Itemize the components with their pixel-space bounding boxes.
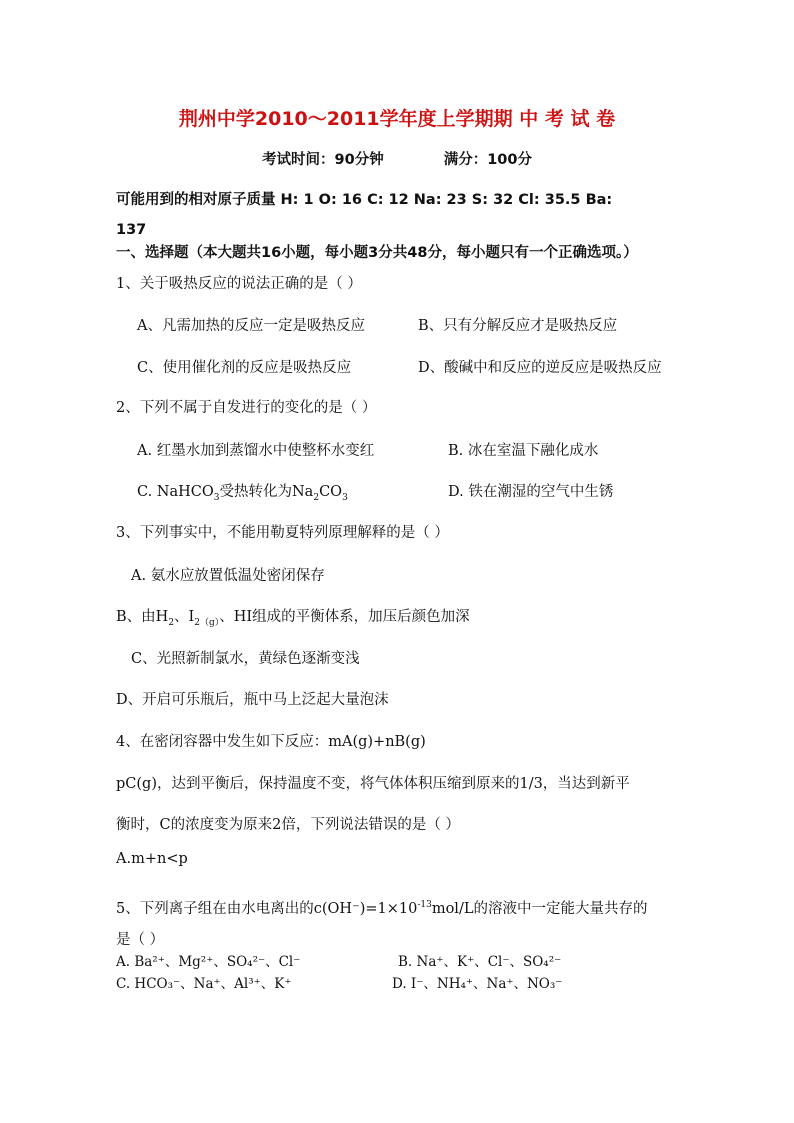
- q3-option-d: D、开启可乐瓶后，瓶中马上泛起大量泡沫: [116, 692, 389, 708]
- q2-option-a: A. 红墨水加到蒸馏水中使整杯水变红: [137, 443, 375, 459]
- q4-stem: 4、在密闭容器中发生如下反应：mA(g)+nB(g): [116, 734, 426, 750]
- q1-option-d: D、酸碱中和反应的逆反应是吸热反应: [418, 360, 662, 376]
- q4-option-a: A.m+n<p: [116, 851, 188, 867]
- q3-option-c: C、光照新制氯水，黄绿色逐渐变浅: [131, 651, 360, 667]
- section-heading: 一、选择题（本大题共16小题，每小题3分共48分，每小题只有一个正确选项。）: [116, 245, 638, 261]
- q5-option-a: A. Ba²⁺、Mg²⁺、SO₄²⁻、Cl⁻: [116, 954, 301, 970]
- q5-option-d: D. I⁻、NH₄⁺、Na⁺、NO₃⁻: [392, 976, 563, 992]
- q2-stem: 2、下列不属于自发进行的变化的是（ ）: [116, 400, 377, 416]
- q1-stem: 1、关于吸热反应的说法正确的是（ ）: [116, 276, 362, 292]
- q4-line3: 衡时，C的浓度变为原来2倍，下列说法错误的是（ ）: [116, 817, 460, 833]
- q1-option-a: A、凡需加热的反应一定是吸热反应: [137, 318, 365, 334]
- q5-stem: 5、下列离子组在由水电离出的$c(OH^-)=1\times 10^{-13}mol/L$的溶液中一定能大量共存的: [116, 900, 648, 917]
- q5-option-b: B. Na⁺、K⁺、Cl⁻、SO₄²⁻: [398, 954, 562, 970]
- q1-option-b: B、只有分解反应才是吸热反应: [418, 318, 618, 334]
- q3-option-b: B、由$H_2$、$I_{2(g)}$、HI组成的平衡体系，加压后颜色加深: [116, 609, 470, 628]
- q5-option-c: C. HCO₃⁻、Na⁺、Al³⁺、K⁺: [116, 976, 292, 992]
- exam-time: 考试时间：90分钟: [262, 152, 384, 168]
- q2-option-d: D. 铁在潮湿的空气中生锈: [448, 484, 614, 500]
- exam-score: 满分：100分: [443, 152, 532, 168]
- q4-line2: pC(g)，达到平衡后，保持温度不变，将气体体积压缩到原来的1/3，当达到新平: [116, 776, 630, 792]
- q2-option-c: C. NaHCO$_3$受热转化为$Na_2CO_3$: [137, 484, 348, 503]
- q3-stem: 3、下列事实中，不能用勒夏特列原理解释的是（ ）: [116, 525, 449, 541]
- q5-stem-line2: 是（ ）: [116, 932, 165, 948]
- exam-info: [0, 150, 794, 170]
- exam-title: 荆州中学2010～2011学年度上学期期 中 考 试 卷: [178, 108, 616, 130]
- q2-option-b: B. 冰在室温下融化成水: [448, 443, 599, 459]
- q3-option-a: A. 氨水应放置低温处密闭保存: [131, 568, 325, 584]
- atomic-masses-line2: 137: [116, 222, 147, 238]
- atomic-masses-line1: 可能用到的相对原子质量 H: 1 O: 16 C: 12 Na: 23 S: 32 Cl: 35.5 Ba:: [116, 192, 613, 208]
- q1-option-c: C、使用催化剂的反应是吸热反应: [137, 360, 352, 376]
